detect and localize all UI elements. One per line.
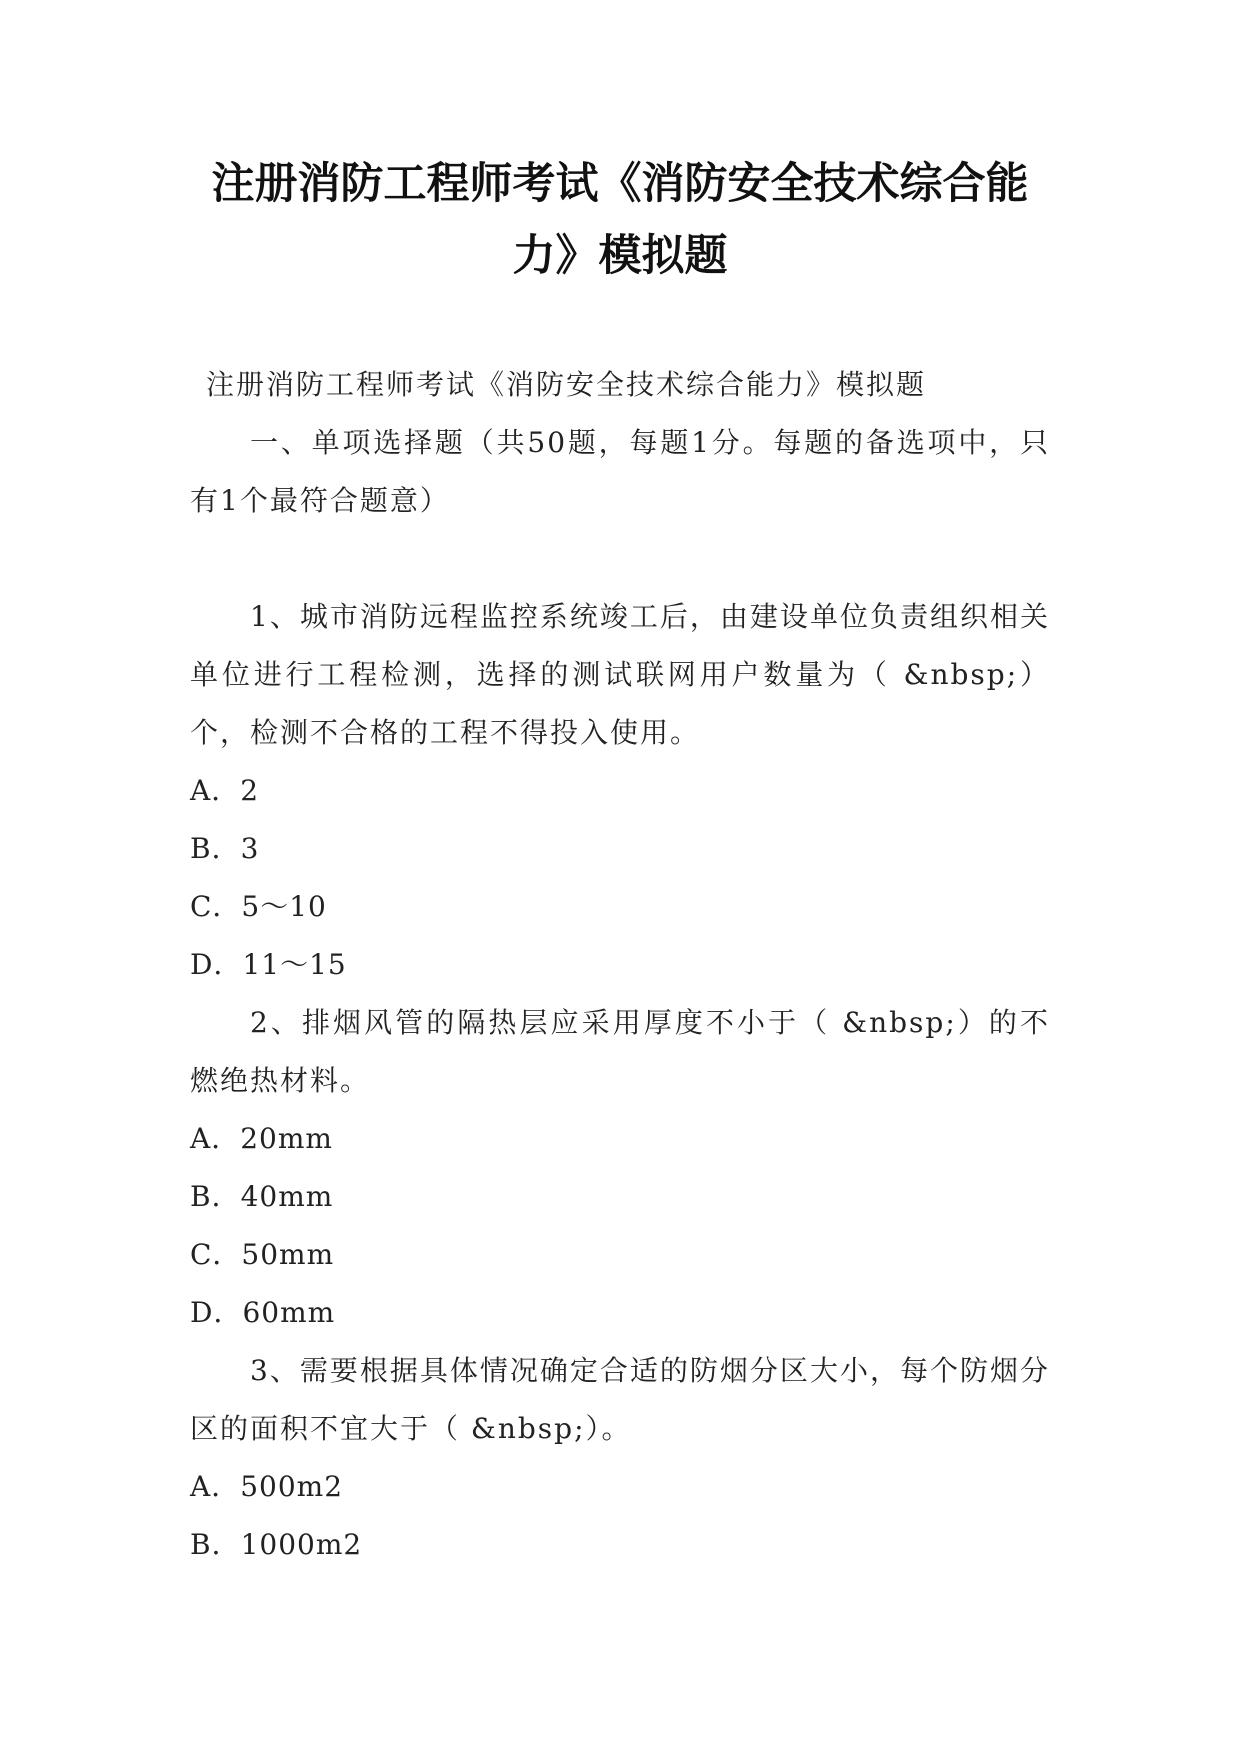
question-text: 1、城市消防远程监控系统竣工后，由建设单位负责组织相关单位进行工程检测，选择的测试联网用户数量为（ &nbsp;）个，检测不合格的工程不得投入使用。 [190, 600, 1050, 749]
question-text: 2、排烟风管的隔热层应采用厚度不小于（ &nbsp;）的不燃绝热材料。 [190, 1006, 1050, 1097]
answer-option: B．40mm [190, 1180, 334, 1213]
question-text: 3、需要根据具体情况确定合适的防烟分区大小，每个防烟分区的面积不宜大于（ &nbsp;）。 [190, 1354, 1050, 1445]
section-heading: 一、单项选择题（共50题，每题1分。每题的备选项中，只有1个最符合题意） [190, 426, 1050, 517]
answer-option: C．50mm [190, 1238, 335, 1271]
document-subtitle: 注册消防工程师考试《消防安全技术综合能力》模拟题 [206, 368, 927, 401]
answer-option: A．2 [190, 774, 260, 807]
answer-option: D．60mm [190, 1296, 336, 1329]
answer-option: B．1000m2 [190, 1528, 363, 1561]
document-title: 注册消防工程师考试《消防安全技术综合能力》模拟题 [211, 159, 1029, 281]
answer-option: B．3 [190, 832, 260, 865]
answer-option: A．500m2 [190, 1470, 344, 1503]
blank-line [190, 530, 1050, 588]
answer-option: C．5～10 [190, 890, 327, 923]
answer-option: D．11～15 [190, 948, 347, 981]
answer-option: A．20mm [190, 1122, 333, 1155]
document-body [190, 356, 1050, 1574]
